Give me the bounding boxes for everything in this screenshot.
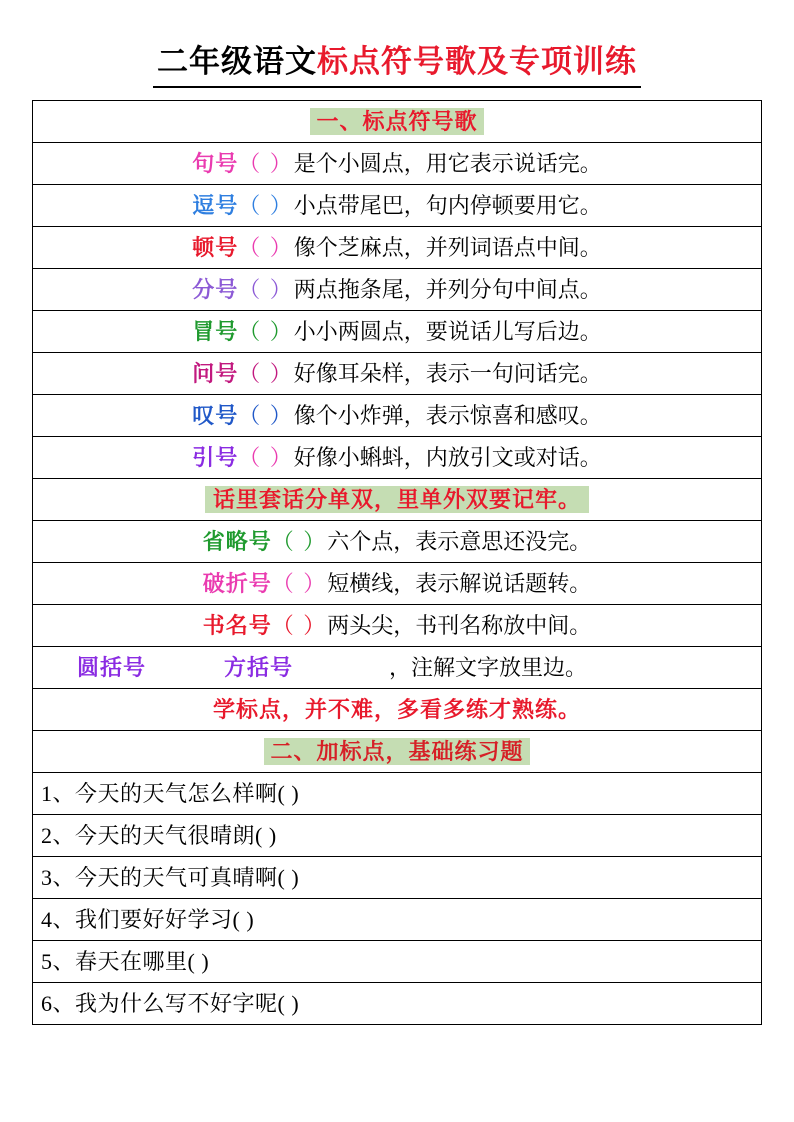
table-row: [33, 185, 762, 227]
band-cell: [33, 479, 762, 521]
page-title: [153, 36, 641, 88]
punct-desc: 短横线，表示解说话题转。: [327, 570, 592, 596]
table-row-band: [33, 479, 762, 521]
exercise-text: 5、春天在哪里( ): [41, 948, 210, 974]
song-line-10: [33, 563, 762, 605]
bracket-name-round: 圆括号: [77, 654, 147, 680]
exercise-text: 4、我们要好好学习( ): [41, 906, 255, 932]
table-row-exercise: [33, 899, 762, 941]
punct-desc: 好像小蝌蚪，内放引文或对话。: [293, 444, 602, 470]
song-line-5: [33, 311, 762, 353]
table-row: [33, 143, 762, 185]
section2-heading: 二、加标点，基础练习题: [264, 738, 529, 765]
song-line-3: [33, 227, 762, 269]
table-row: [33, 521, 762, 563]
table-row-brackets: [33, 647, 762, 689]
song-line-4: [33, 269, 762, 311]
punct-name: 逗号: [192, 192, 239, 218]
table-row-exercise: [33, 857, 762, 899]
table-row-exercise: [33, 941, 762, 983]
punct-paren: （ ）: [271, 528, 328, 554]
punct-name: 引号: [192, 444, 239, 470]
punct-paren: （ ）: [238, 276, 294, 302]
table-row-exercise: [33, 773, 762, 815]
band-text: 话里套话分单双，里单外双要记牢。: [205, 486, 589, 513]
punct-paren: （ ）: [238, 150, 294, 176]
punct-paren: （ ）: [238, 192, 294, 218]
exercise-text: 1、今天的天气怎么样啊( ): [41, 780, 300, 806]
exercise-item-3: [33, 857, 762, 899]
content-table: [32, 100, 762, 1025]
punct-desc: 小小两圆点，要说话儿写后边。: [293, 318, 602, 344]
punct-desc: 两点拖条尾，并列分句中间点。: [293, 276, 602, 302]
song-line-7: [33, 395, 762, 437]
exercise-item-5: [33, 941, 762, 983]
bracket-row-cell: [33, 647, 762, 689]
title-red-part: 标点符号歌及专项训练: [317, 44, 637, 79]
punct-paren: （ ）: [238, 360, 294, 386]
title-black-part: 二年级语文: [157, 44, 317, 79]
punct-name: 顿号: [192, 234, 239, 260]
exercise-item-1: [33, 773, 762, 815]
exercise-text: 2、今天的天气很晴朗( ): [41, 822, 277, 848]
table-row: [33, 395, 762, 437]
song-line-8: [33, 437, 762, 479]
punct-paren: （ ）: [271, 570, 328, 596]
punct-name: 省略号: [202, 528, 272, 554]
punct-desc: 六个点，表示意思还没完。: [327, 528, 592, 554]
exercise-text: 6、我为什么写不好字呢( ): [41, 990, 300, 1016]
punct-paren: （ ）: [238, 402, 294, 428]
section2-heading-cell: [33, 731, 762, 773]
punct-desc: 小点带尾巴，句内停顿要用它。: [293, 192, 602, 218]
bracket-name-square: 方括号: [224, 654, 294, 680]
song-line-11: [33, 605, 762, 647]
punct-paren: （ ）: [238, 234, 294, 260]
punct-name: 叹号: [192, 402, 239, 428]
exercise-text: 3、今天的天气可真晴啊( ): [41, 864, 300, 890]
punct-name: 分号: [192, 276, 239, 302]
punct-desc: 像个小炸弹，表示惊喜和感叹。: [293, 402, 602, 428]
song-line-1: [33, 143, 762, 185]
punct-desc: 两头尖，书刊名称放中间。: [327, 612, 592, 638]
table-row: [33, 353, 762, 395]
punct-name: 句号: [192, 150, 239, 176]
punct-name: 冒号: [192, 318, 239, 344]
song-line-9: [33, 521, 762, 563]
bracket-row-tail: ，注解文字放里边。: [389, 654, 588, 680]
table-row: [33, 437, 762, 479]
table-row: [33, 605, 762, 647]
section1-heading: 一、标点符号歌: [310, 108, 483, 135]
exercise-item-6: [33, 983, 762, 1025]
page-title-wrap: [32, 0, 762, 88]
table-row-exercise: [33, 983, 762, 1025]
exercise-item-2: [33, 815, 762, 857]
table-row: [33, 269, 762, 311]
table-row: [33, 227, 762, 269]
punct-desc: 是个小圆点，用它表示说话完。: [293, 150, 602, 176]
table-row-slogan: [33, 689, 762, 731]
table-row: [33, 311, 762, 353]
exercise-item-4: [33, 899, 762, 941]
punct-name: 破折号: [202, 570, 272, 596]
song-line-2: [33, 185, 762, 227]
punct-desc: 好像耳朵样，表示一句问话完。: [293, 360, 602, 386]
punct-paren: （ ）: [238, 444, 294, 470]
punct-name: 问号: [192, 360, 239, 386]
table-row: [33, 563, 762, 605]
table-row-section2-heading: [33, 731, 762, 773]
table-row-section1-heading: [33, 101, 762, 143]
table-row-exercise: [33, 815, 762, 857]
song-line-6: [33, 353, 762, 395]
slogan-cell: 学标点，并不难，多看多练才熟练。: [33, 689, 762, 731]
punct-paren: （ ）: [271, 612, 328, 638]
punct-desc: 像个芝麻点，并列词语点中间。: [293, 234, 602, 260]
punct-paren: （ ）: [238, 318, 294, 344]
punct-name: 书名号: [202, 612, 272, 638]
section1-heading-cell: [33, 101, 762, 143]
